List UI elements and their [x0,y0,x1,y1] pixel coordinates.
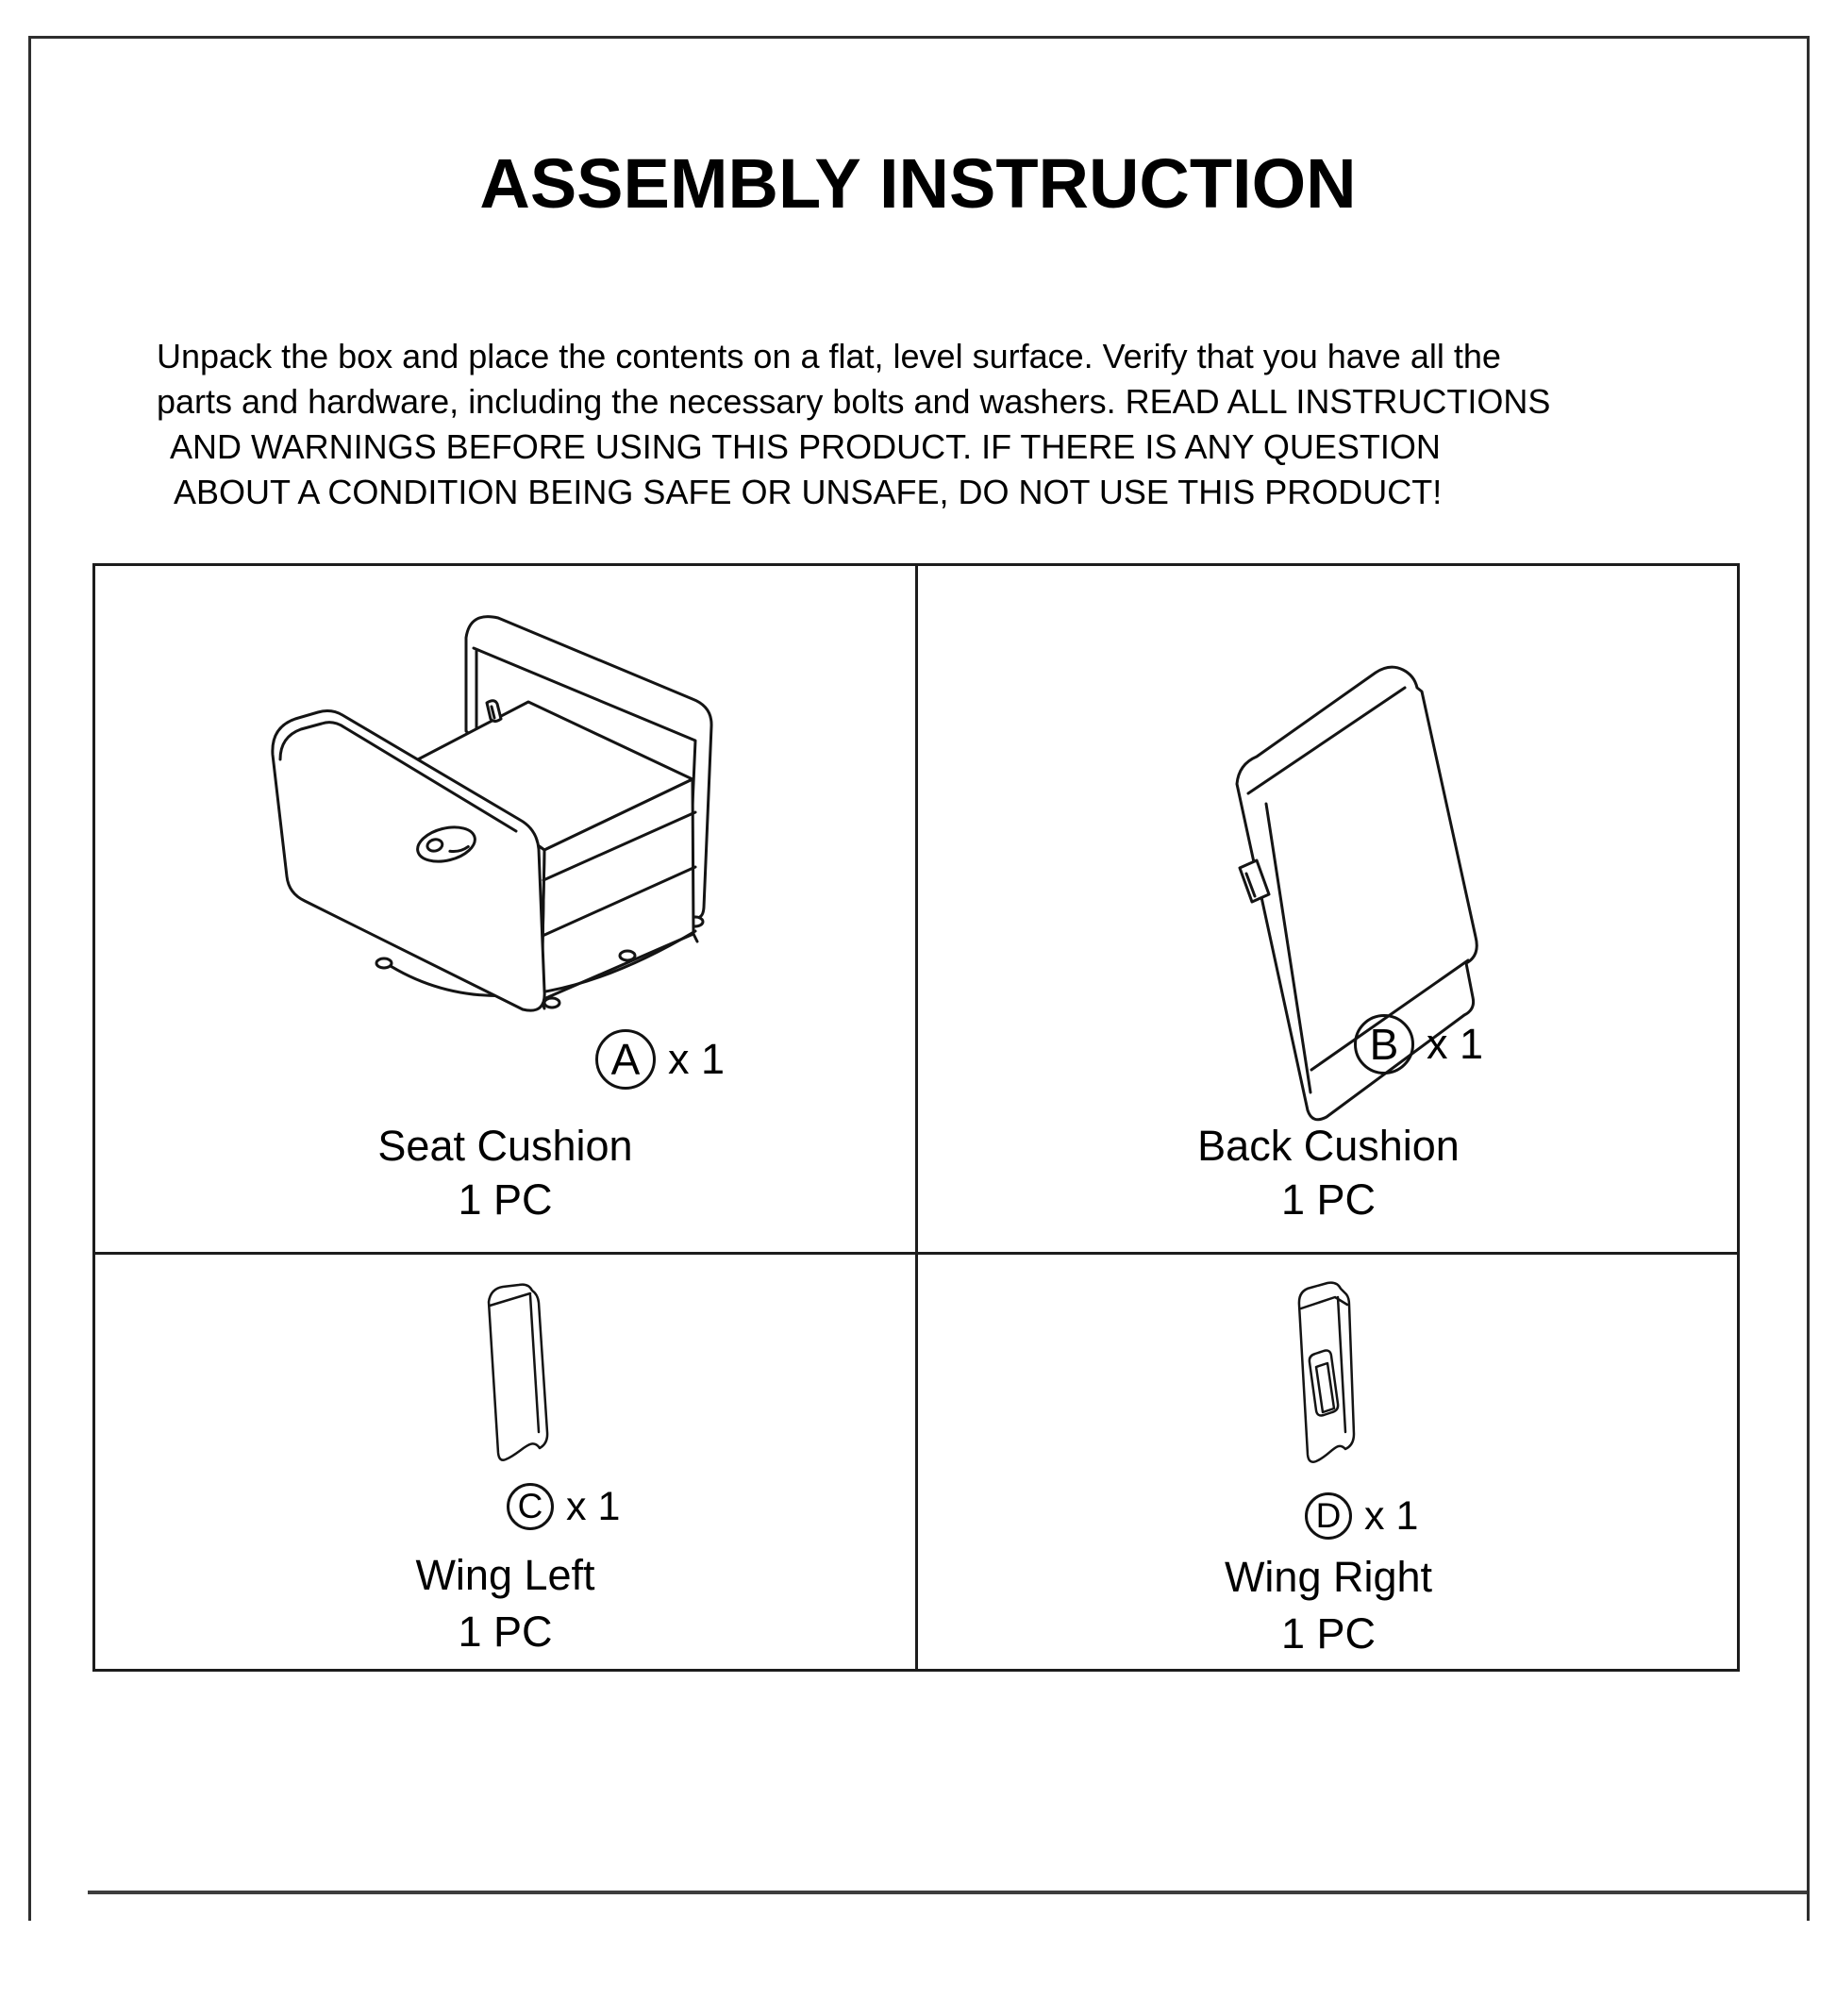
intro-line-4: ABOUT A CONDITION BEING SAFE OR UNSAFE, DO NOT USE THIS PRODUCT! [174,473,1443,511]
intro-line-1: Unpack the box and place the contents on a flat, level surface. Verify that you have all the [157,337,1501,375]
grid-divider-horizontal [95,1252,1737,1255]
part-c-multiplier: x 1 [566,1483,621,1529]
intro-line-3: AND WARNINGS BEFORE USING THIS PRODUCT. IF THERE IS ANY QUESTION [170,427,1441,466]
part-b-caption [918,1119,1739,1226]
part-c-letter: C [517,1487,543,1525]
part-a-multiplier: x 1 [668,1035,726,1083]
part-d-letter: D [1315,1496,1342,1535]
part-c-name: Wing Left [415,1551,595,1599]
part-d-badge [1305,1492,1418,1540]
intro-paragraph [157,334,1550,515]
part-c-caption [95,1547,915,1660]
part-a-letter-circle [595,1029,656,1090]
part-a-name: Seat Cushion [377,1122,633,1170]
part-b-letter: B [1369,1020,1399,1069]
part-d-name: Wing Right [1224,1553,1433,1601]
part-a-quantity: 1 PC [458,1175,553,1224]
wing-right-drawing [1289,1281,1357,1472]
part-c-letter-circle [507,1483,554,1530]
grid-divider-vertical [915,566,918,1669]
part-b-multiplier: x 1 [1427,1020,1484,1068]
part-c-badge [507,1483,620,1530]
part-b-badge [1354,1014,1483,1075]
part-c-quantity: 1 PC [458,1608,553,1656]
part-d-letter-circle [1305,1492,1352,1540]
page-title: ASSEMBLY INSTRUCTION [479,144,1357,223]
part-a-caption [95,1119,915,1226]
part-a-letter: A [610,1035,641,1084]
part-d-quantity: 1 PC [1280,1609,1377,1658]
intro-line-2: parts and hardware, including the necessary bolts and washers. READ ALL INSTRUCTIONS [157,382,1551,421]
part-a-badge [595,1029,725,1090]
part-b-quantity: 1 PC [1280,1175,1377,1224]
footer-divider [88,1891,1807,1894]
part-b-name: Back Cushion [1197,1122,1460,1170]
part-d-multiplier: x 1 [1364,1492,1419,1539]
wing-left-drawing [475,1283,558,1468]
part-b-letter-circle [1354,1014,1414,1075]
part-d-caption [918,1549,1739,1662]
